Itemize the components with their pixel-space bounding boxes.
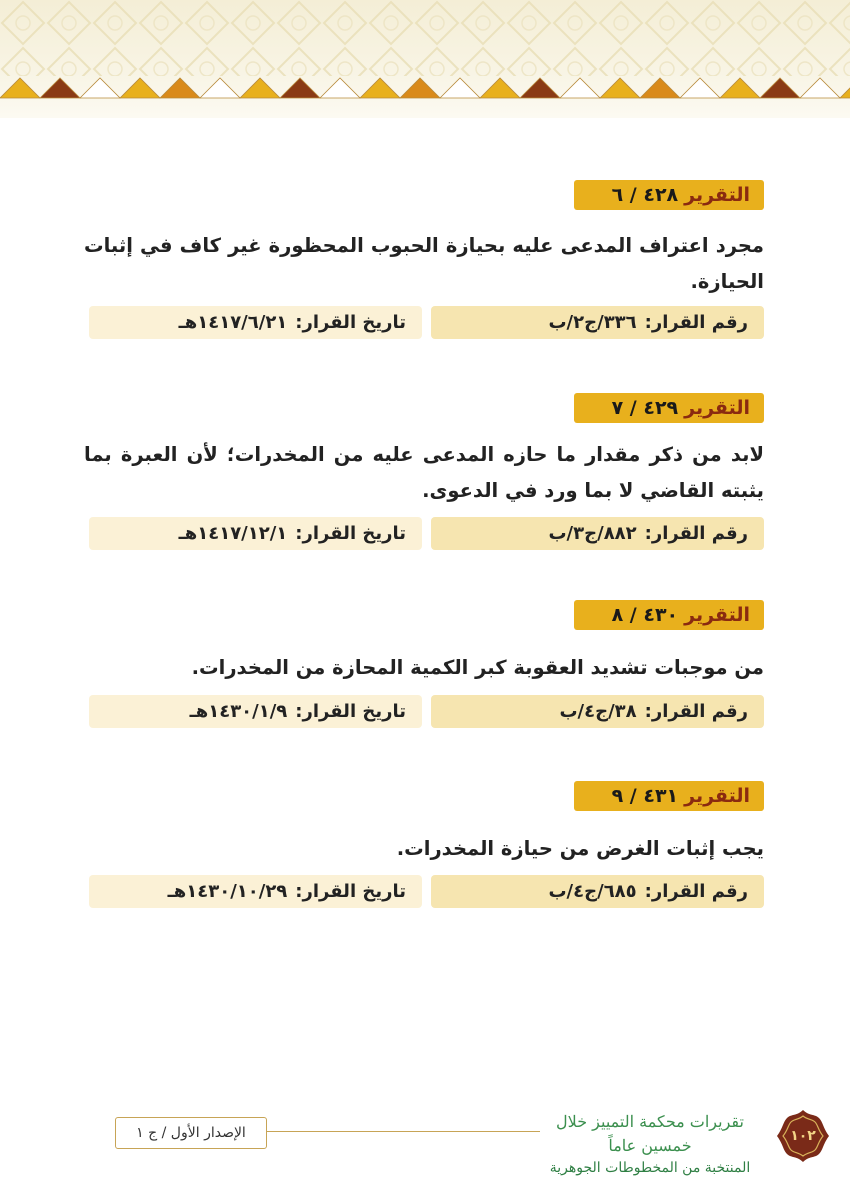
tag-word: التقرير	[684, 604, 750, 626]
book-title	[545, 1110, 755, 1178]
decision-number-box	[431, 695, 764, 728]
decision-date-label: تاريخ القرار:	[295, 701, 406, 722]
border-triangle	[400, 78, 440, 98]
decision-number-label: رقم القرار:	[644, 523, 748, 544]
entry-tag	[574, 600, 764, 630]
book-title-line1: تقريرات محكمة التمييز خلال خمسين عاماً	[556, 1112, 744, 1155]
border-triangle	[280, 78, 320, 98]
border-triangle	[640, 78, 680, 98]
tag-number: ٤٢٨ / ٦	[611, 184, 679, 206]
tag-word: التقرير	[684, 397, 750, 419]
border-triangle	[40, 78, 80, 98]
tag-number: ٤٣١ / ٩	[611, 785, 679, 807]
lattice-pattern	[0, 0, 850, 118]
border-triangle	[600, 78, 640, 98]
border-triangle	[120, 78, 160, 98]
border-triangle	[680, 78, 720, 98]
decision-number-label: رقم القرار:	[644, 881, 748, 902]
border-triangle	[720, 78, 760, 98]
entry-text: يجب إثبات الغرض من حيازة المخدرات.	[396, 837, 764, 860]
decision-date-value: ١٤١٧/٦/٢١هـ	[178, 312, 288, 333]
border-triangle	[240, 78, 280, 98]
border-triangle	[360, 78, 400, 98]
decision-info	[89, 875, 764, 908]
tag-number: ٤٣٠ / ٨	[611, 604, 679, 626]
border-triangle	[440, 78, 480, 98]
entry-tag	[574, 393, 764, 423]
decision-number-label: رقم القرار:	[644, 312, 748, 333]
tag-word: التقرير	[684, 785, 750, 807]
tag-word: التقرير	[684, 184, 750, 206]
header-ornament	[0, 0, 850, 118]
decision-number-value: ٨٨٢/ج٣/ب	[548, 523, 637, 544]
border-triangle	[520, 78, 560, 98]
decision-date-value: ١٤٣٠/١/٩هـ	[189, 701, 288, 722]
book-title-line2: المنتخبة من المخطوطات الجوهرية	[549, 1160, 751, 1176]
decision-number-value: ٣٣٦/ج٢/ب	[548, 312, 637, 333]
entry-text: مجرد اعتراف المدعى عليه بحيازة الحبوب المحظورة غير كاف في إثبات الحيازة.	[84, 234, 764, 293]
decision-date-box	[89, 875, 422, 908]
entry-tag	[574, 180, 764, 210]
triangle-border	[0, 74, 850, 100]
page-number: ١٠٢	[790, 1128, 816, 1144]
border-triangle	[560, 78, 600, 98]
decision-date-box	[89, 695, 422, 728]
decision-number-box	[431, 517, 764, 550]
border-triangle	[320, 78, 360, 98]
entry-text: من موجبات تشديد العقوبة كبر الكمية المحازة من المخدرات.	[191, 656, 764, 679]
decision-date-label: تاريخ القرار:	[295, 312, 406, 333]
decision-info	[89, 695, 764, 728]
border-triangle	[160, 78, 200, 98]
border-triangle	[0, 78, 40, 98]
entry-tag	[574, 781, 764, 811]
decision-date-label: تاريخ القرار:	[295, 881, 406, 902]
decision-number-value: ٣٨/ج٤/ب	[559, 701, 637, 722]
decision-date-value: ١٤١٧/١٢/١هـ	[178, 523, 288, 544]
decision-info	[89, 306, 764, 339]
page-number-badge	[775, 1108, 831, 1164]
decision-number-value: ٦٨٥/ج٤/ب	[548, 881, 637, 902]
decision-date-value: ١٤٣٠/١٠/٢٩هـ	[167, 881, 288, 902]
border-triangle	[80, 78, 120, 98]
decision-number-box	[431, 875, 764, 908]
border-triangle	[760, 78, 800, 98]
decision-date-box	[89, 517, 422, 550]
decision-info	[89, 517, 764, 550]
decision-date-box	[89, 306, 422, 339]
decision-number-box	[431, 306, 764, 339]
tag-number: ٤٢٩ / ٧	[611, 397, 679, 419]
decision-date-label: تاريخ القرار:	[295, 523, 406, 544]
decision-number-label: رقم القرار:	[644, 701, 748, 722]
border-triangle	[800, 78, 840, 98]
border-triangle	[480, 78, 520, 98]
entry-text: لابد من ذكر مقدار ما حازه المدعى عليه من المخدرات؛ لأن العبرة بما يثبته القاضي لا بما ورد في الدعوى.	[84, 443, 764, 502]
border-triangle	[840, 78, 850, 98]
border-triangle	[200, 78, 240, 98]
edition-label: الإصدار الأول / ج ١	[115, 1117, 267, 1149]
